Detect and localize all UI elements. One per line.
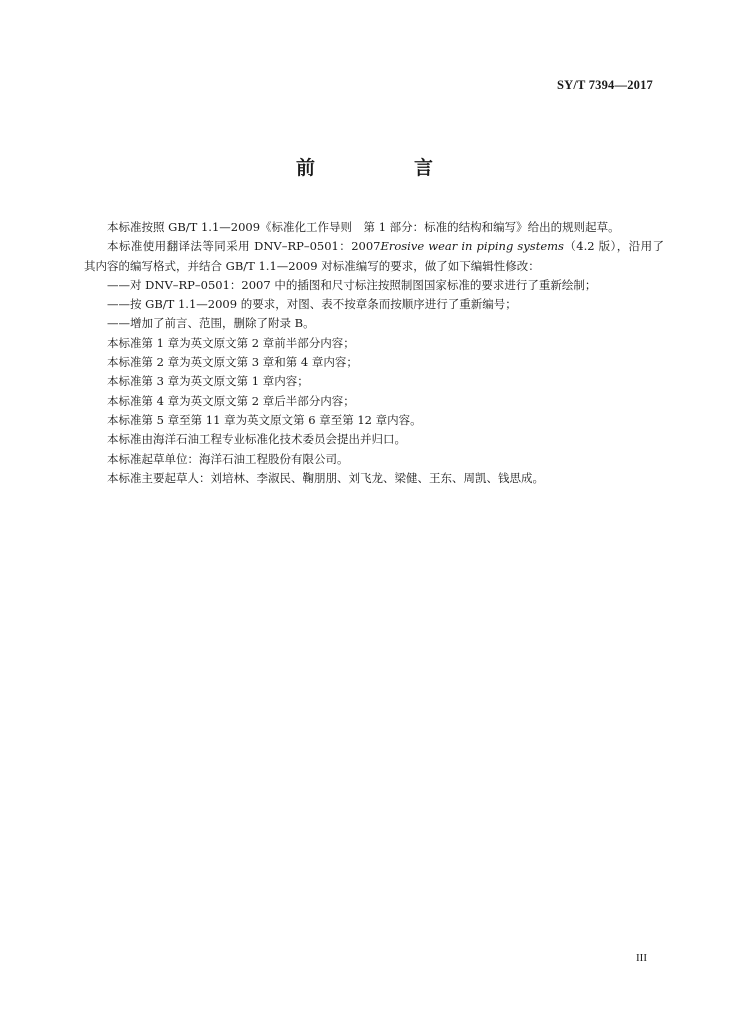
page-number: III — [636, 952, 647, 964]
list-item-added-removed: ——增加了前言、范围，删除了附录 B。 — [107, 316, 315, 331]
page-title: 前 言 — [295, 157, 473, 179]
paragraph-chapter-1: 本标准第 1 章为英文原文第 2 章前半部分内容； — [107, 335, 355, 350]
foreword-body — [84, 218, 664, 488]
original-title-italic: Erosive wear in piping systems — [380, 239, 564, 254]
document-code: SY/T 7394—2017 — [557, 78, 653, 92]
paragraph-proposer: 本标准由海洋石油工程专业标准化技术委员会提出并归口。 — [107, 432, 406, 447]
list-item-renumbered: ——按 GB/T 1.1—2009 的要求，对图、表不按章条而按顺序进行了重新编号； — [107, 297, 517, 312]
paragraph-chapter-3: 本标准第 3 章为英文原文第 1 章内容； — [107, 374, 309, 389]
paragraph-chapter-5-11: 本标准第 5 章至第 11 章为英文原文第 6 章至第 12 章内容。 — [107, 412, 422, 427]
paragraph-chapter-4: 本标准第 4 章为英文原文第 2 章后半部分内容； — [107, 393, 355, 408]
paragraph-drafting-unit: 本标准起草单位：海洋石油工程股份有限公司。 — [107, 451, 349, 466]
list-item-redrawn-figures: ——对 DNV–RP–0501：2007 中的插图和尺寸标注按照制图国家标准的要求进行了重新绘制； — [107, 277, 597, 292]
paragraph-drafting-rules: 本标准按照 GB/T 1.1—2009《标准化工作导则 第 1 部分：标准的结构和编写》给出的规则起草。 — [107, 220, 620, 234]
paragraph-drafters: 本标准主要起草人：刘培林、李淑民、鞠朋朋、刘飞龙、梁健、王东、周凯、钱思成。 — [107, 470, 544, 485]
paragraph-adoption: 本标准使用翻译法等同采用 DNV–RP–0501：2007Erosive wear in piping systems（4.2 版），沿用了其内容的编写格式，并结合 GB/T 1.1—2009 对标准编写的要求，做了如下编辑性修改： — [84, 239, 664, 273]
paragraph-chapter-2: 本标准第 2 章为英文原文第 3 章和第 4 章内容； — [107, 355, 358, 370]
